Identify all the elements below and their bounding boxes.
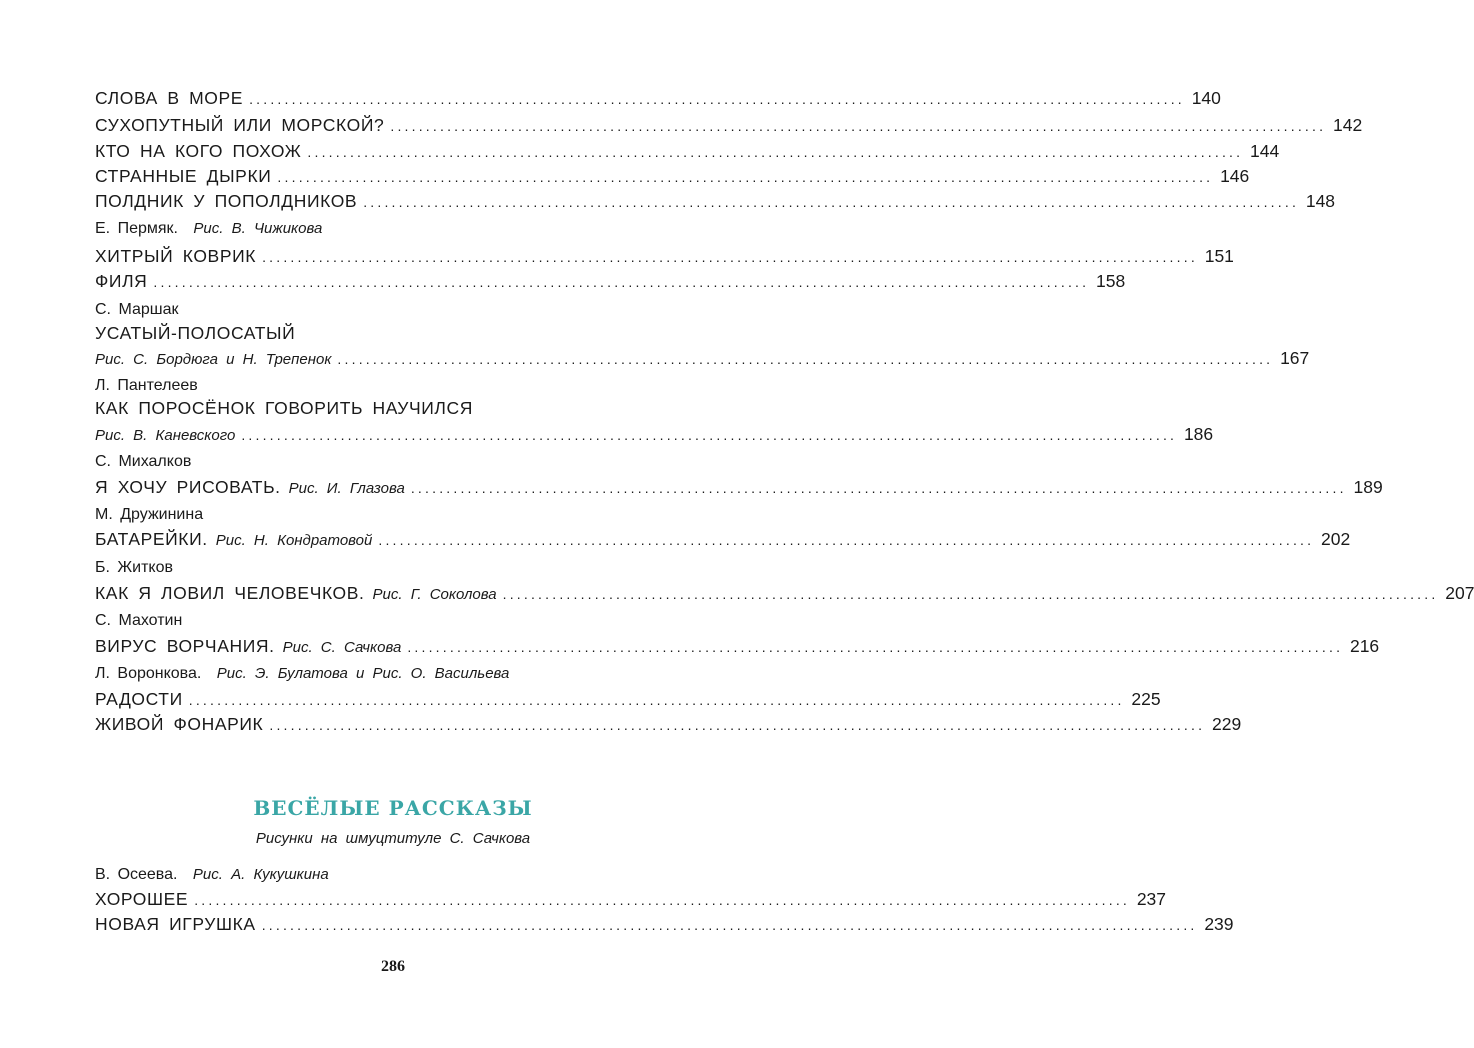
- leader-dots: ....................................................................................................................................: [378, 532, 1315, 548]
- author-line: [95, 220, 322, 238]
- illustrator: Рис. Г. Соколова: [372, 586, 497, 603]
- author-line: [95, 301, 178, 319]
- entry-title: СЛОВА В МОРЕ: [95, 88, 244, 108]
- leader-dots: ....................................................................................................................................: [307, 144, 1244, 160]
- entry-title: ХИТРЫЙ КОВРИК: [95, 246, 257, 266]
- entry-title: ФИЛЯ: [95, 271, 148, 291]
- entry-page: 151: [1204, 246, 1234, 266]
- entry-page: 189: [1353, 477, 1383, 497]
- section-heading: ВЕСЁЛЫЕ РАССКАЗЫ: [253, 796, 533, 820]
- toc-entry[interactable]: [95, 166, 1250, 192]
- entry-page: 158: [1096, 271, 1126, 291]
- illustrator: Рис. Э. Булатова и Рис. О. Васильева: [216, 665, 510, 682]
- illustrator: Рис. В. Чижикова: [193, 220, 323, 237]
- toc-entry[interactable]: [95, 914, 1234, 940]
- entry-title: КТО НА КОГО ПОХОЖ: [95, 141, 302, 161]
- entry-title: БАТАРЕЙКИ.: [95, 529, 208, 549]
- entry-page: 216: [1349, 636, 1380, 656]
- toc-entry[interactable]: [95, 246, 1234, 272]
- entry-title: РАДОСТИ: [95, 689, 183, 709]
- entry-title: УСАТЫЙ-ПОЛОСАТЫЙ: [95, 323, 296, 343]
- entry-title: Я ХОЧУ РИСОВАТЬ.: [95, 477, 281, 497]
- leader-dots: ....................................................................................................................................: [261, 917, 1198, 933]
- author-name: В. Осеева.: [95, 866, 178, 883]
- author-name: М. Дружинина: [95, 506, 204, 523]
- illustrator: Рис. И. Глазова: [288, 480, 405, 497]
- toc-entry[interactable]: [95, 141, 1280, 167]
- entry-title: ПОЛДНИК У ПОПОЛДНИКОВ: [95, 191, 358, 211]
- author-name: Е. Пермяк.: [95, 220, 178, 237]
- leader-dots: ....................................................................................................................................: [153, 274, 1090, 290]
- entry-title: СУХОПУТНЫЙ ИЛИ МОРСКОЙ?: [95, 115, 385, 135]
- entry-title: КАК ПОРОСЁНОК ГОВОРИТЬ НАУЧИЛСЯ: [95, 398, 473, 418]
- page-number: 286: [381, 958, 405, 975]
- toc-entry[interactable]: [95, 88, 1221, 114]
- toc-entry[interactable]: [95, 477, 1383, 503]
- entry-title: НОВАЯ ИГРУШКА: [95, 914, 256, 934]
- entry-page: 140: [1191, 88, 1221, 108]
- author-line: [95, 665, 509, 683]
- entry-page: 225: [1131, 689, 1161, 709]
- toc-entry[interactable]: [95, 115, 1363, 141]
- entry-title: ВИРУС ВОРЧАНИЯ.: [95, 636, 275, 656]
- author-line: [95, 612, 182, 630]
- leader-dots: ....................................................................................................................................: [194, 892, 1131, 908]
- toc-entry[interactable]: [95, 889, 1167, 915]
- author-name: Б. Житков: [95, 559, 174, 576]
- toc-entry[interactable]: [95, 271, 1126, 297]
- entry-page: 237: [1136, 889, 1167, 909]
- entry-page: 167: [1280, 348, 1310, 368]
- toc-entry[interactable]: [95, 424, 1214, 450]
- illustrator: Рис. С. Бордюга и Н. Трепенок: [95, 351, 332, 368]
- leader-dots: ....................................................................................................................................: [390, 118, 1327, 134]
- entry-page: 229: [1212, 714, 1242, 734]
- leader-dots: ....................................................................................................................................: [249, 91, 1185, 107]
- leader-dots: ....................................................................................................................................: [188, 692, 1125, 708]
- leader-dots: ....................................................................................................................................: [262, 249, 1198, 265]
- leader-dots: ....................................................................................................................................: [363, 194, 1300, 210]
- leader-dots: ....................................................................................................................................: [502, 586, 1439, 602]
- entry-title: ЖИВОЙ ФОНАРИК: [95, 714, 264, 734]
- author-name: С. Михалков: [95, 453, 192, 470]
- author-name: С. Маршак: [95, 301, 179, 318]
- leader-dots: ....................................................................................................................................: [277, 169, 1214, 185]
- leader-dots: ....................................................................................................................................: [269, 717, 1206, 733]
- leader-dots: ....................................................................................................................................: [337, 351, 1274, 367]
- entry-page: 207: [1445, 583, 1474, 603]
- toc-entry[interactable]: [95, 529, 1351, 555]
- entry-title: СТРАННЫЕ ДЫРКИ: [95, 166, 272, 186]
- entry-page: 239: [1204, 914, 1234, 934]
- author-line: [95, 377, 198, 395]
- leader-dots: ....................................................................................................................................: [410, 480, 1347, 496]
- toc-entry-title-line[interactable]: [95, 398, 715, 424]
- illustrator: Рис. В. Каневского: [95, 427, 236, 444]
- author-line: [95, 506, 203, 524]
- author-line: [95, 453, 191, 471]
- toc-entry[interactable]: [95, 191, 1336, 217]
- entry-page: 146: [1220, 166, 1250, 186]
- toc-entry-title-line[interactable]: [95, 323, 715, 349]
- leader-dots: ....................................................................................................................................: [407, 639, 1344, 655]
- illustrator: Рис. А. Кукушкина: [192, 866, 329, 883]
- section-subheading: Рисунки на шмуцтитуле С. Сачкова: [255, 830, 531, 847]
- entry-page: 144: [1250, 141, 1280, 161]
- toc-entry[interactable]: [95, 689, 1161, 715]
- toc-entry[interactable]: [95, 714, 1242, 740]
- toc-entry[interactable]: [95, 348, 1310, 374]
- author-line: [95, 866, 329, 884]
- entry-title: КАК Я ЛОВИЛ ЧЕЛОВЕЧКОВ.: [95, 583, 365, 603]
- toc-entry[interactable]: [95, 636, 1380, 662]
- author-name: С. Махотин: [95, 612, 183, 629]
- illustrator: Рис. С. Сачкова: [282, 639, 402, 656]
- entry-page: 142: [1333, 115, 1363, 135]
- illustrator: Рис. Н. Кондратовой: [215, 532, 373, 549]
- author-name: Л. Воронкова.: [95, 665, 202, 682]
- entry-page: 186: [1183, 424, 1214, 444]
- toc-entry[interactable]: [95, 583, 1474, 609]
- leader-dots: ....................................................................................................................................: [241, 427, 1178, 443]
- author-name: Л. Пантелеев: [95, 377, 198, 394]
- entry-title: ХОРОШЕЕ: [95, 889, 189, 909]
- entry-page: 148: [1305, 191, 1336, 211]
- author-line: [95, 559, 173, 577]
- entry-page: 202: [1321, 529, 1351, 549]
